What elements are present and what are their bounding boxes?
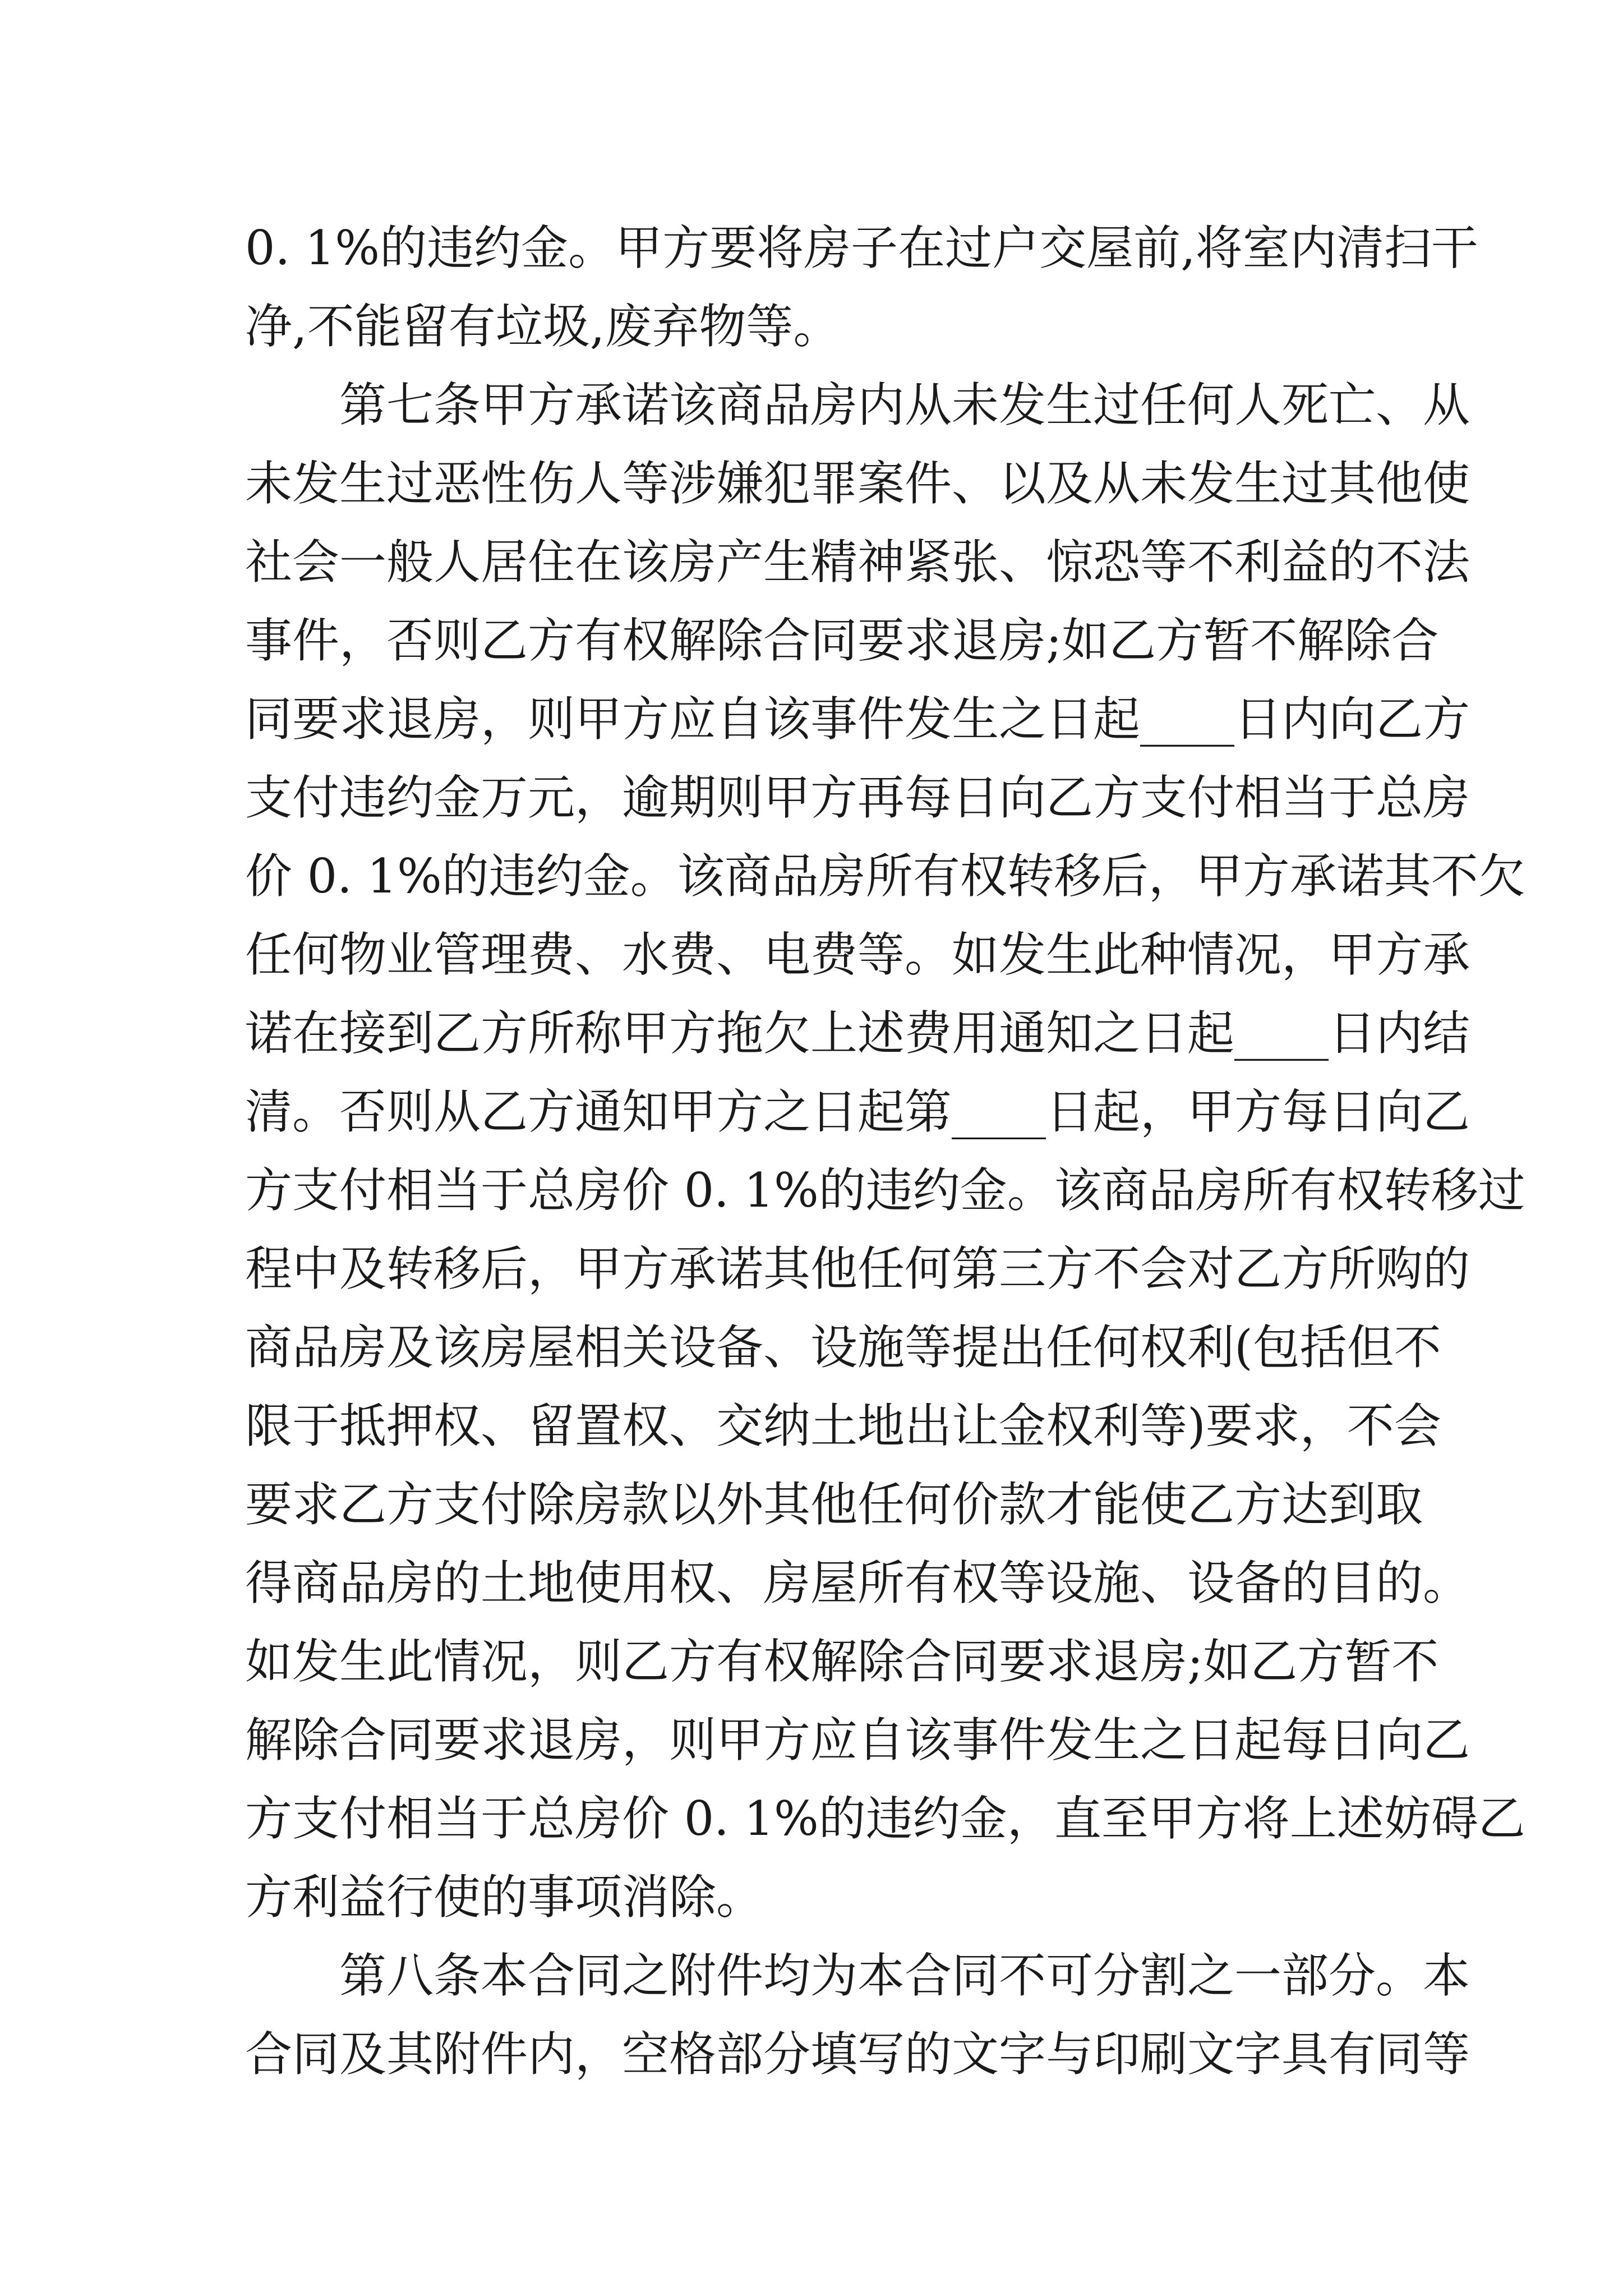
text-line: 社会一般人居住在该房产生精神紧张、惊恐等不利益的不法 bbox=[245, 535, 1470, 590]
text-line: 方利益行使的事项消除。 bbox=[245, 1870, 764, 1925]
text-line: 价 0. 1%的违约金。该商品房所有权转移后，甲方承诺其不欠 bbox=[245, 849, 1525, 904]
text-line: 方支付相当于总房价 0. 1%的违约金，直至甲方将上述妨碍乙 bbox=[245, 1791, 1525, 1846]
text-line: 合同及其附件内，空格部分填写的文字与印刷文字具有同等 bbox=[245, 2027, 1470, 2082]
text-line: 得商品房的土地使用权、房屋所有权等设施、设备的目的。 bbox=[245, 1556, 1470, 1611]
text-line: 事件，否则乙方有权解除合同要求退房;如乙方暂不解除合 bbox=[245, 613, 1439, 668]
text-line: 未发生过恶性伤人等涉嫌犯罪案件、以及从未发生过其他使 bbox=[245, 456, 1470, 511]
text-line: 0. 1%的违约金。甲方要将房子在过户交屋前,将室内清扫干 bbox=[245, 220, 1478, 275]
text-line: 商品房及该房屋相关设备、设施等提出任何权利(包括但不 bbox=[245, 1320, 1441, 1375]
text-line: 限于抵押权、留置权、交纳土地出让金权利等)要求，不会 bbox=[245, 1398, 1441, 1453]
text-line: 支付违约金万元，逾期则甲方再每日向乙方支付相当于总房 bbox=[245, 770, 1470, 825]
text-line: 任何物业管理费、水费、电费等。如发生此种情况，甲方承 bbox=[245, 927, 1470, 982]
text-line: 程中及转移后，甲方承诺其他任何第三方不会对乙方所购的 bbox=[245, 1241, 1470, 1296]
text-line: 第八条本合同之附件均为本合同不可分割之一部分。本 bbox=[339, 1948, 1470, 2003]
text-line: 净,不能留有垃圾,废弃物等。 bbox=[245, 299, 841, 354]
text-line: 解除合同要求退房，则甲方应自该事件发生之日起每日向乙 bbox=[245, 1713, 1470, 1768]
text-line: 诺在接到乙方所称甲方拖欠上述费用通知之日起____日内结 bbox=[245, 1006, 1470, 1061]
text-line: 同要求退房，则甲方应自该事件发生之日起____日内向乙方 bbox=[245, 692, 1470, 747]
text-line: 要求乙方支付除房款以外其他任何价款才能使乙方达到取 bbox=[245, 1477, 1423, 1532]
text-line: 清。否则从乙方通知甲方之日起第____日起，甲方每日向乙 bbox=[245, 1084, 1470, 1139]
document-body bbox=[245, 209, 1525, 2093]
text-line: 方支付相当于总房价 0. 1%的违约金。该商品房所有权转移过 bbox=[245, 1163, 1525, 1218]
text-line: 如发生此情况，则乙方有权解除合同要求退房;如乙方暂不 bbox=[245, 1634, 1439, 1689]
text-line: 第七条甲方承诺该商品房内从未发生过任何人死亡、从 bbox=[339, 378, 1470, 432]
